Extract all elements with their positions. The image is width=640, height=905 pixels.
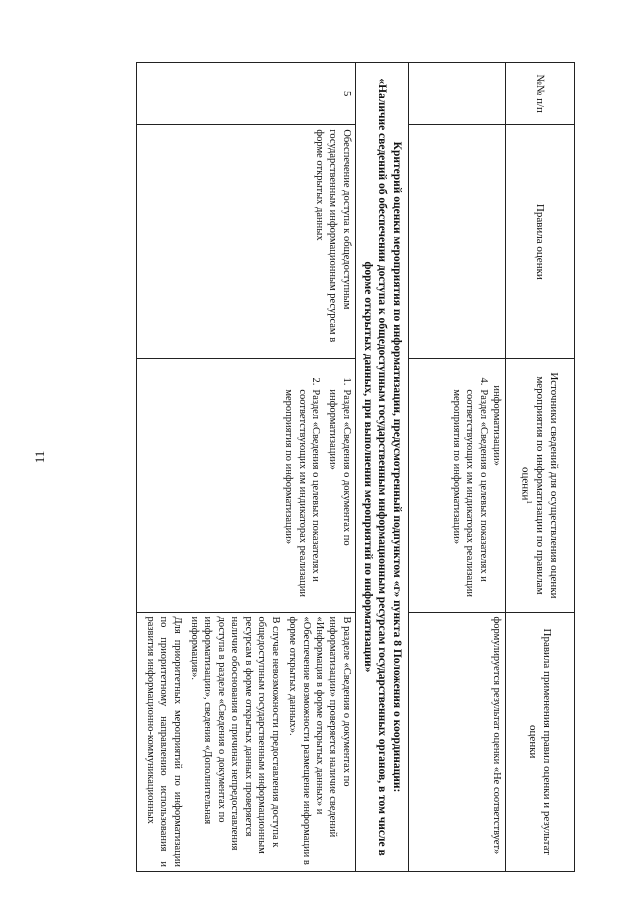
source-continuation: информатизации»: [491, 385, 502, 466]
source-item: [326, 363, 353, 607]
header-rules: Правила оценки: [506, 125, 575, 359]
application-paragraph-1: В разделе «Сведения о документах по информатизации» проверяется наличие сведений «Информация в форме открытых данных» и «Обеспечение возможности размещение информации в форме открытых данных».: [287, 616, 352, 865]
cell-number: 5: [137, 63, 356, 125]
cell-sources: [137, 359, 356, 612]
source-item-number: 2.: [309, 377, 321, 386]
source-item-text: Раздел «Сведения о целевых показателях и соответствующих им индикаторах реализации мероприятия по информатизации»: [450, 389, 489, 598]
footnote-marker: 1: [525, 500, 534, 504]
table-row: [409, 63, 506, 872]
header-number: №№ п/п: [506, 63, 575, 125]
source-item-number: 4.: [477, 377, 489, 386]
table-row: [137, 63, 356, 872]
cell-rule: Обеспечение доступа к общедоступным государственным информационным ресурсам в форме открытых данных: [137, 125, 356, 359]
source-item-text: Раздел «Сведения о целевых показателях и соответствующих им индикаторах реализации мероприятия по информатизации»: [283, 389, 321, 598]
criterion-line-1: Критерий оценки мероприятия по информатизации, предусмотренный подпунктом «г» пункта 8 Положения о координации:: [391, 141, 403, 793]
criterion-line-2: «Наличие сведений об обеспечении доступа к общедоступным государственным информационным ресурсам государственных органов, в том числе в форме открытых данных, при выполнении мероприятий по информатизации»: [361, 78, 389, 856]
source-item: [449, 363, 489, 607]
cell-rule: [409, 125, 506, 359]
source-item-number: 1.: [340, 377, 352, 386]
application-paragraph-2: В случае невозможности предоставления доступа к общедоступным государственным информационным ресурсам в форме открытых данных проверяется наличие обоснования о причинах непредоставления доступа в разделе «Сведения о документах по информатизации», сведения «Дополнительная информация».: [189, 616, 281, 854]
cell-application: [137, 612, 356, 872]
header-application: Правила применения правил оценки и результат оценки: [506, 612, 575, 872]
page-number: 11: [32, 450, 47, 464]
cell-sources: [409, 359, 506, 612]
header-sources-text: Источники сведений для осуществления оценки мероприятия по информатизации по правилам оценки: [519, 372, 561, 599]
header-sources: [506, 359, 575, 612]
criterion-row: [355, 63, 408, 872]
application-paragraph-3: Для приоритетных мероприятий по информатизации по приоритетному направлению использования и развития информационно-коммуникационных: [144, 616, 183, 867]
table-header-row: [506, 63, 575, 872]
source-item: [282, 363, 322, 607]
cell-application: формулируется результат оценки «Не соответствует»: [409, 612, 506, 872]
cell-number: [409, 63, 506, 125]
source-item-text: Раздел «Сведения о документах по информатизации»: [327, 389, 352, 546]
rotated-table-page: [55, 62, 575, 872]
evaluation-table: [136, 62, 575, 872]
criterion-cell: [355, 63, 408, 872]
